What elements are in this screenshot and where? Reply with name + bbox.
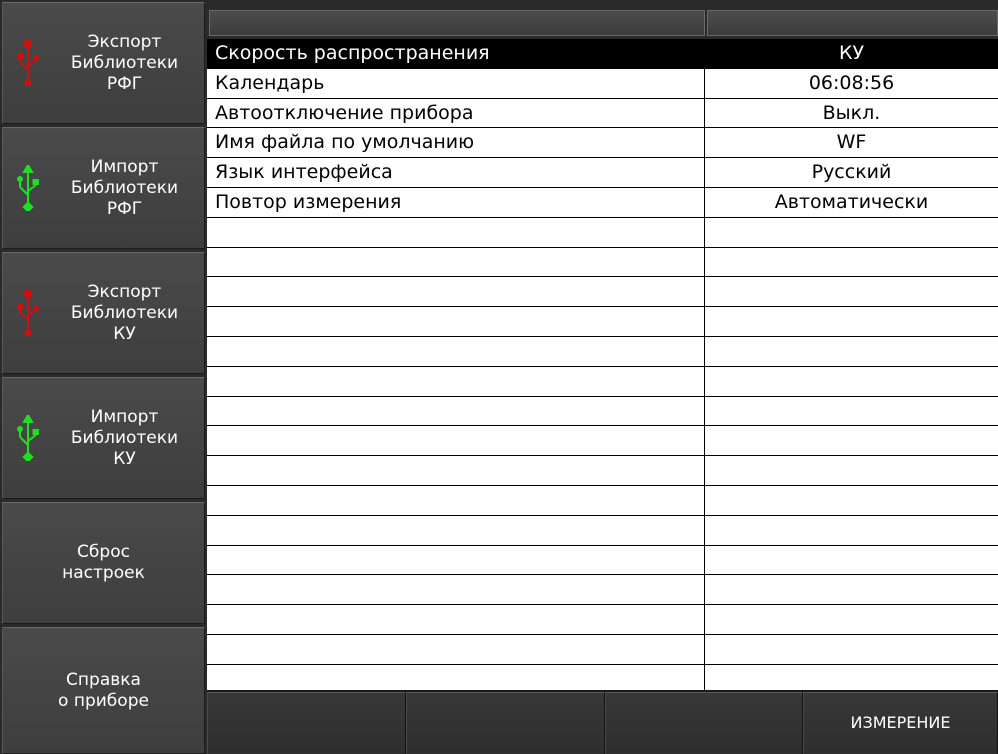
setting-value: 06:08:56 [808,71,895,94]
import-rfg-library-label: Импорт Библиотеки РФГ [70,156,179,219]
setting-name: Имя файла по умолчанию [207,128,705,157]
setting-value [705,605,998,634]
setting-value: КУ [838,42,865,64]
setting-value [705,307,998,336]
table-row[interactable] [207,605,998,635]
table-row[interactable] [207,218,998,248]
table-row[interactable] [207,307,998,337]
setting-name: Язык интерфейса [207,158,705,187]
settings-rows [207,39,998,695]
table-row[interactable] [207,277,998,307]
export-ku-library-label: Экспорт Библиотеки КУ [70,281,179,344]
usb-icon [3,158,53,218]
table-row[interactable] [207,486,998,516]
usb-icon [3,33,53,93]
import-ku-library-label: Импорт Библиотеки КУ [70,406,179,469]
setting-name [207,277,705,306]
table-row[interactable] [207,397,998,427]
setting-value [705,456,998,485]
table-row[interactable] [207,426,998,456]
setting-name: Скорость распространения [207,39,705,68]
header-cell-name [209,10,705,36]
bottom-button-3[interactable] [605,692,803,754]
setting-value [705,397,998,426]
table-row[interactable] [207,516,998,546]
setting-name [207,397,705,426]
setting-value [705,516,998,545]
setting-value [705,546,998,575]
export-rfg-library-button[interactable] [2,2,205,124]
setting-value [705,426,998,455]
setting-value [705,337,998,366]
bottom-bar [207,690,998,754]
table-row[interactable] [207,635,998,665]
reset-settings-label: Сброс настроек [62,542,145,583]
table-row[interactable] [207,39,998,69]
setting-value [705,635,998,664]
export-rfg-library-label: Экспорт Библиотеки РФГ [70,31,179,94]
table-header [207,0,998,39]
header-cell-value [707,10,998,36]
device-info-label: Справка о приборе [58,669,149,711]
table-row[interactable] [207,546,998,576]
setting-value [705,486,998,515]
setting-name [207,546,705,575]
table-row[interactable] [207,188,998,218]
settings-table [207,0,998,690]
setting-name [207,575,705,604]
table-row[interactable] [207,456,998,486]
setting-name [207,516,705,545]
table-row[interactable] [207,99,998,129]
usb-icon [3,283,53,343]
reset-settings-button[interactable] [2,502,205,624]
bottom-button-1[interactable] [207,692,406,754]
setting-name [207,337,705,366]
table-row[interactable] [207,337,998,367]
setting-value: WF [836,131,867,154]
setting-value [705,277,998,306]
setting-value [705,575,998,604]
setting-name [207,426,705,455]
table-row[interactable] [207,158,998,188]
setting-name [207,218,705,247]
usb-icon [3,408,53,468]
table-row[interactable] [207,128,998,158]
setting-name: Календарь [207,69,705,98]
setting-value: Автоматически [774,190,929,213]
device-info-button[interactable] [2,627,205,754]
setting-value [705,218,998,247]
setting-value [705,367,998,396]
table-row[interactable] [207,248,998,278]
import-rfg-library-button[interactable] [2,127,205,249]
setting-name: Повтор измерения [207,188,705,217]
table-row[interactable] [207,575,998,605]
setting-name [207,635,705,664]
table-row[interactable] [207,69,998,99]
setting-name: Автоотключение прибора [207,99,705,128]
setting-value [705,248,998,277]
sidebar [0,0,207,754]
setting-value: Выкл. [822,101,881,124]
measurement-button[interactable]: ИЗМЕРЕНИЕ [803,692,998,754]
import-ku-library-button[interactable] [2,377,205,499]
setting-name [207,456,705,485]
bottom-button-2[interactable] [406,692,605,754]
setting-name [207,248,705,277]
setting-name [207,486,705,515]
export-ku-library-button[interactable] [2,252,205,374]
table-row[interactable] [207,367,998,397]
setting-name [207,307,705,336]
setting-name [207,605,705,634]
setting-value: Русский [811,161,892,184]
setting-name [207,367,705,396]
